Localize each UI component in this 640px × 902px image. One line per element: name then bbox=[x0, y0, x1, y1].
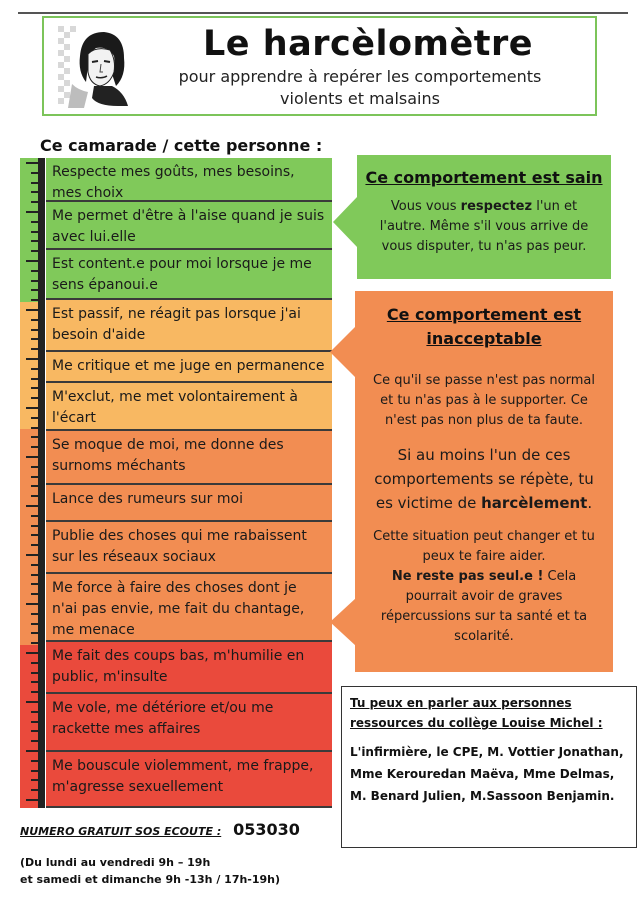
healthy-text-bold: respectez bbox=[460, 199, 533, 214]
subtitle-line-2: violents et malsains bbox=[280, 89, 440, 108]
unacceptable-arrow-top bbox=[330, 326, 356, 378]
behaviour-item: Me permet d'être à l'aise quand je suis avec lui.elle bbox=[46, 202, 332, 250]
behaviour-item: Me vole, me détériore et/ou me rackette mes affaires bbox=[46, 694, 332, 752]
unacceptable-para-2-pre: Si au moins l'un de ces comportements se répète, tu es victime de bbox=[374, 446, 594, 512]
behaviour-item: Est passif, ne réagit pas lorsque j'ai besoin d'aide bbox=[46, 300, 332, 352]
title-box bbox=[42, 16, 597, 116]
resources-title: Tu peux en parler aux personnes ressources du collège Louise Michel : bbox=[350, 696, 603, 730]
portrait-illustration bbox=[58, 26, 138, 108]
unacceptable-para-2-bold: harcèlement bbox=[481, 494, 588, 512]
sos-label: NUMERO GRATUIT SOS ECOUTE : bbox=[20, 825, 222, 838]
subtitle-line-1: pour apprendre à repérer les comportements bbox=[178, 67, 542, 86]
section-label: Ce camarade / cette personne : bbox=[40, 136, 323, 155]
resources-box bbox=[341, 686, 637, 848]
behaviour-item: Lance des rumeurs sur moi bbox=[46, 485, 332, 522]
sos-number[interactable]: 053030 bbox=[233, 820, 300, 839]
unacceptable-para-2 bbox=[365, 443, 603, 515]
unacceptable-para-3: Cette situation peut changer et tu peux te faire aider. bbox=[373, 529, 595, 564]
sos-hours bbox=[20, 854, 280, 888]
behaviour-item: Publie des choses qui me rabaissent sur les réseaux sociaux bbox=[46, 522, 332, 574]
behaviour-item: Me fait des coups bas, m'humilie en public, m'insulte bbox=[46, 642, 332, 694]
unacceptable-para-4-post: Cela pourrait avoir de graves répercussions sur ta santé et ta scolarité. bbox=[380, 569, 588, 644]
resources-people: L'infirmière, le CPE, M. Vottier Jonathan, Mme Kerouredan Maëva, Mme Delmas, M. Benard Julien, M.Sassoon Benjamin. bbox=[350, 745, 624, 803]
unacceptable-para-2-post: . bbox=[587, 494, 593, 512]
sos-hours-line-2: et samedi et dimanche 9h -13h / 17h-19h) bbox=[20, 873, 281, 886]
unacceptable-arrow-bottom bbox=[330, 598, 356, 646]
healthy-callout bbox=[357, 155, 611, 279]
behaviour-item: Me critique et me juge en permanence bbox=[46, 352, 332, 383]
sos-line bbox=[20, 820, 300, 839]
behaviour-item: Me bouscule violemment, me frappe, m'agresse sexuellement bbox=[46, 752, 332, 808]
page-title: Le harcèlomètre bbox=[203, 24, 533, 64]
behaviour-item: M'exclut, me met volontairement à l'écart bbox=[46, 383, 332, 431]
unacceptable-title-line-1: Ce comportement est bbox=[386, 305, 582, 324]
unacceptable-para-4-bold: Ne reste pas seul.e ! bbox=[391, 569, 544, 584]
unacceptable-callout bbox=[355, 291, 613, 672]
page-subtitle bbox=[140, 66, 580, 110]
unacceptable-title-line-2: inacceptable bbox=[426, 329, 542, 348]
behaviour-item: Me force à faire des choses dont je n'ai pas envie, me fait du chantage, me menace bbox=[46, 574, 332, 642]
ruler-bar bbox=[38, 158, 45, 808]
healthy-title: Ce comportement est sain bbox=[365, 168, 603, 187]
healthy-text bbox=[371, 197, 597, 257]
behaviour-item: Est content.e pour moi lorsque je me sens épanoui.e bbox=[46, 250, 332, 300]
healthy-text-pre: Vous vous bbox=[390, 199, 461, 214]
unacceptable-para-1: Ce qu'il se passe n'est pas normal et tu n'as pas à le supporter. Ce n'est pas non plus de ta faute. bbox=[373, 373, 595, 428]
behaviour-item: Se moque de moi, me donne des surnoms méchants bbox=[46, 431, 332, 485]
unacceptable-title bbox=[355, 303, 613, 351]
top-rule bbox=[18, 12, 628, 14]
healthy-arrow bbox=[333, 196, 358, 248]
unacceptable-para-4 bbox=[369, 567, 599, 647]
behaviour-item: Respecte mes goûts, mes besoins, mes choix bbox=[46, 158, 332, 202]
sos-hours-line-1: (Du lundi au vendredi 9h – 19h bbox=[20, 856, 211, 869]
healthy-text-post: l'un et l'autre. Même s'il vous arrive de vous disputer, tu n'as pas peur. bbox=[379, 199, 589, 254]
